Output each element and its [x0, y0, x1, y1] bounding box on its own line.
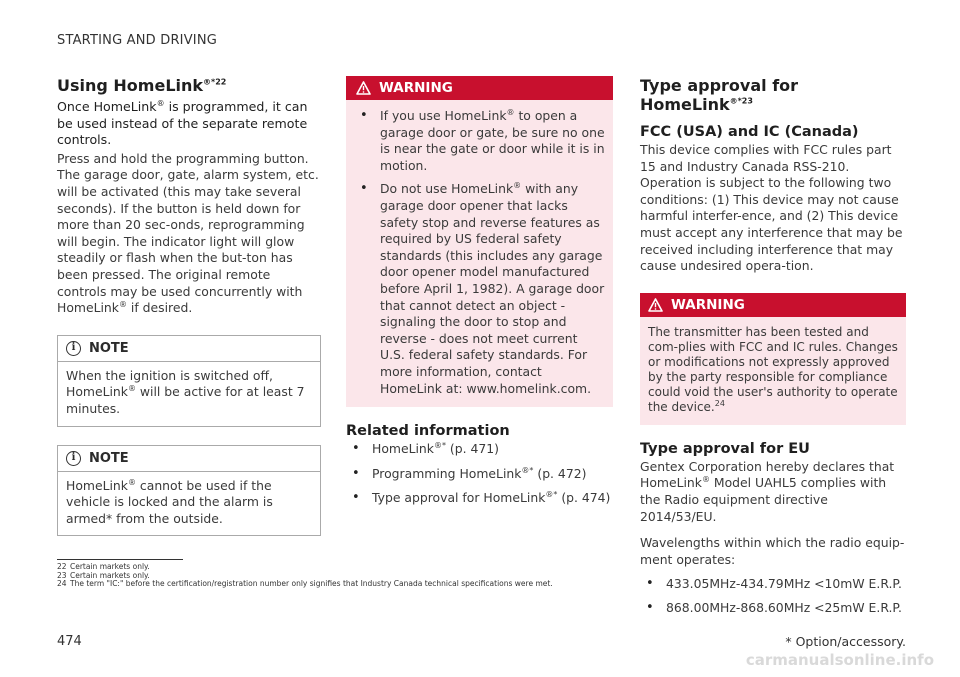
band-item: • 868.00MHz-868.60MHz <25mW E.R.P. — [640, 600, 906, 617]
eu-paragraph: Gentex Corporation hereby declares that HomeLink® Model UAHL5 complies with the Radio equipment directive 2014/53/EU. — [640, 458, 895, 524]
fcc-paragraph: This device complies with FCC rules part 15 and Industry Canada RSS-210. Operation is subject to the following two conditions: (1) This device may not cause harmful interfer-ence, and (2) This device must accept any interference that may be received including interference that may cause undesired opera-tion. — [640, 142, 903, 274]
warning-box-transmitter — [640, 293, 906, 425]
footnote: 24 The term "IC:" before the certification/registration number only signifies that Industry Canada technical specifications were met. — [57, 579, 553, 589]
band-item: • 433.05MHz-434.79MHz <10mW E.R.P. — [640, 576, 906, 593]
wavelengths-paragraph: Wavelengths within which the radio equip-ment operates: — [640, 535, 905, 567]
footnote-divider — [57, 559, 183, 560]
footnotes — [57, 563, 553, 589]
related-link-programming[interactable]: • Programming HomeLink®* (p. 472) — [346, 466, 613, 483]
warning-header — [346, 76, 613, 100]
column-using-homelink — [57, 76, 321, 536]
info-icon: i — [66, 451, 81, 466]
note-header — [58, 336, 320, 362]
warning-triangle-icon — [648, 298, 663, 312]
note-label: NOTE — [89, 450, 129, 466]
related-link-homelink[interactable]: • HomeLink®* (p. 471) — [346, 441, 613, 458]
section-header: STARTING AND DRIVING — [57, 33, 218, 48]
note-text: When the ignition is switched off, HomeLink® will be active for at least 7 minutes. — [66, 367, 305, 416]
heading-eu-approval: Type approval for EU — [640, 440, 810, 457]
warning-bullet: • Do not use HomeLink® with any garage door opener that lacks safety stop and reverse features as required by US federal safety standards (this includes any garage door opener model manufactured before April 1, 1982). A garage door that cannot detect an object - signaling the door to stop and reverse - does not meet current U.S. federal safety standards. For more information, contact HomeLink at: www.homelink.com. — [354, 181, 605, 397]
related-link-type-approval[interactable]: • Type approval for HomeLink®* (p. 474) — [346, 490, 613, 507]
footnote: 22 Certain markets only. — [57, 562, 150, 571]
related-links — [346, 441, 613, 507]
column-warning — [346, 76, 613, 515]
footnote: 23 Certain markets only. — [57, 570, 150, 580]
warning-box-garage — [346, 76, 613, 407]
note-header — [58, 446, 320, 472]
warning-triangle-icon — [356, 81, 371, 95]
column-type-approval — [640, 76, 906, 624]
heading-type-approval: Type approval for HomeLink$^{®*23}$ — [640, 76, 799, 114]
warning-label: WARNING — [379, 80, 453, 96]
band-list — [640, 576, 906, 616]
note-text: HomeLink® cannot be used if the vehicle is locked and the alarm is armed* from the outside. — [66, 477, 273, 526]
note-label: NOTE — [89, 340, 129, 356]
note-box-alarm — [57, 445, 321, 537]
body-paragraph: Press and hold the programming button. The garage door, gate, alarm system, etc. will be activated (this may take several seconds). If the button is held down for more than 20 sec-onds, reprogramming will begin. The indicator light will glow steadily or flash when the but-ton has been pressed. The original remote controls may be used concurrently with HomeLink® if desired. — [57, 150, 319, 316]
heading-fcc-ic: FCC (USA) and IC (Canada) — [640, 124, 859, 140]
note-box-ignition — [57, 335, 321, 427]
warning-text: The transmitter has been tested and com-plies with FCC and IC rules. Changes or modifications not expressly approved by the party responsible for compliance could void the user's authority to operate the device.$^{24}$ — [648, 324, 898, 414]
heading-using-homelink: Using HomeLink$^{®*22}$ — [57, 76, 227, 95]
warning-label: WARNING — [671, 296, 745, 313]
lead-paragraph: Once HomeLink® is programmed, it can be used instead of the separate remote controls. — [57, 98, 308, 148]
page-number: 474 — [57, 634, 82, 649]
option-accessory-note: * Option/accessory. — [785, 634, 906, 649]
warning-header — [640, 293, 906, 317]
related-information-heading: Related information — [346, 423, 510, 440]
info-icon: i — [66, 341, 81, 356]
watermark: carmanualsonline.info — [745, 651, 934, 669]
warning-bullet: • If you use HomeLink® to open a garage door or gate, be sure no one is near the gate or door while it is in motion. — [354, 108, 605, 174]
